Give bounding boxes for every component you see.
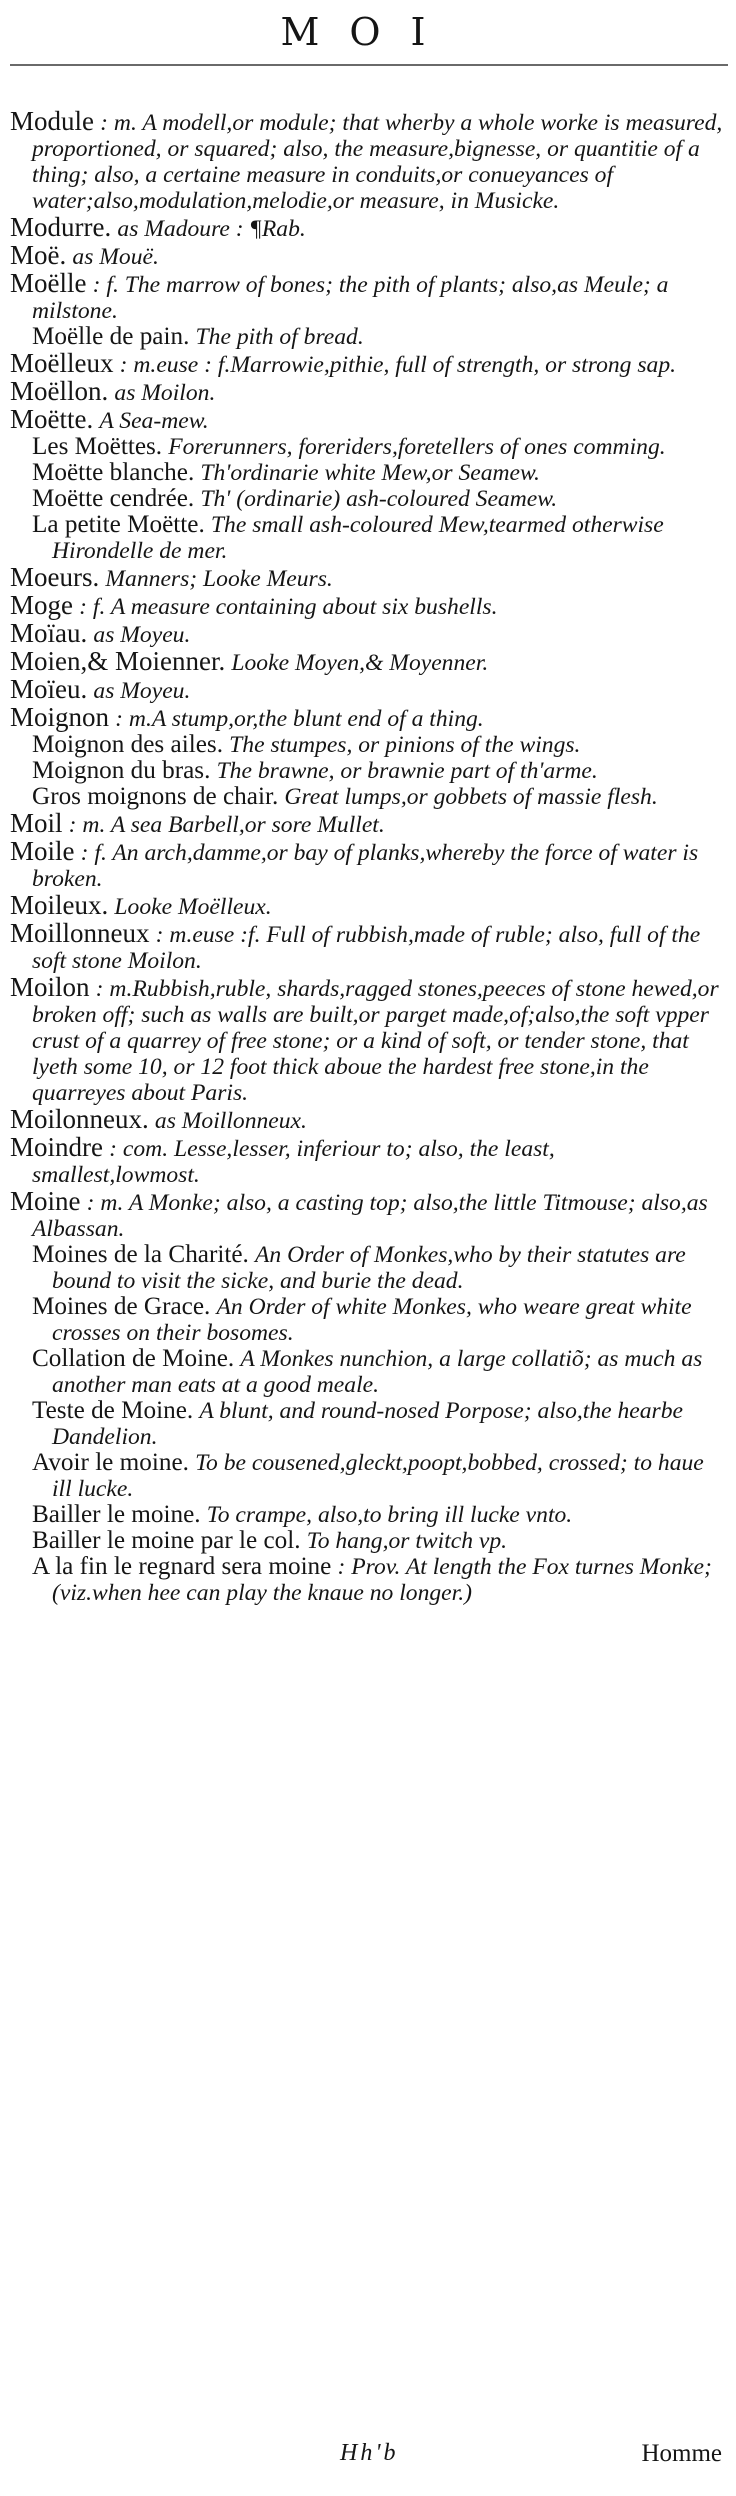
definition: : m.A stump,or,the blunt end of a thing. bbox=[115, 706, 484, 732]
dictionary-entry bbox=[10, 920, 728, 974]
headword: Moëtte. bbox=[10, 404, 94, 434]
sub-entry bbox=[10, 512, 728, 564]
definition: : com. Lesse,lesser, inferiour to; also, the least, smallest,lowmost. bbox=[32, 1136, 555, 1188]
definition: as Moyeu. bbox=[93, 678, 191, 704]
sub-entry bbox=[10, 1398, 728, 1450]
definition: An Order of white Monkes, who weare great white crosses on their bosomes. bbox=[52, 1294, 692, 1346]
dictionary-entry bbox=[10, 1106, 728, 1134]
definition: A Sea-mew. bbox=[99, 408, 209, 434]
headword: Bailler le moine. bbox=[32, 1501, 201, 1528]
definition: : m.euse : f.Marrowie,pithie, full of strength, or strong sap. bbox=[119, 352, 677, 378]
definition: The stumpes, or pinions of the wings. bbox=[229, 732, 581, 758]
dictionary-entry bbox=[10, 838, 728, 892]
sub-entry bbox=[10, 460, 728, 486]
dictionary-entry bbox=[10, 214, 728, 242]
definition: The pith of bread. bbox=[195, 324, 364, 350]
definition: A Monkes nunchion, a large collatiõ; as much as another man eats at a good meale. bbox=[52, 1346, 703, 1398]
headword: Moeurs. bbox=[10, 562, 100, 592]
headword: Moëlle de pain. bbox=[32, 323, 190, 350]
sub-entry bbox=[10, 1294, 728, 1346]
definition: Forerunners, foreriders,foretellers of ones comming. bbox=[168, 434, 666, 460]
headword: Moile bbox=[10, 836, 75, 866]
sub-entry bbox=[10, 1450, 728, 1502]
dictionary-entry bbox=[10, 592, 728, 620]
definition: as Moyeu. bbox=[93, 622, 191, 648]
headword: Moindre bbox=[10, 1132, 103, 1162]
headword: Modurre. bbox=[10, 212, 112, 242]
headword: Gros moignons de chair. bbox=[32, 783, 279, 810]
definition: : Prov. At length the Fox turnes Monke; (viz.when hee can play the knaue no longer.) bbox=[52, 1554, 712, 1606]
dictionary-entry bbox=[10, 810, 728, 838]
dictionary-entry bbox=[10, 350, 728, 378]
headword: Module bbox=[10, 106, 94, 136]
headword: Moilonneux. bbox=[10, 1104, 149, 1134]
definition: To be cousened,gleckt,poopt,bobbed, crossed; to haue ill lucke. bbox=[52, 1450, 704, 1502]
dictionary-entry bbox=[10, 1134, 728, 1188]
sub-entry bbox=[10, 324, 728, 350]
definition: : f. The marrow of bones; the pith of plants; also,as Meule; a milstone. bbox=[32, 272, 669, 324]
headword: Moileux. bbox=[10, 890, 109, 920]
definition: : f. An arch,damme,or bay of planks,whereby the force of water is broken. bbox=[32, 840, 699, 892]
headword: Moignon du bras. bbox=[32, 757, 211, 784]
headword: Collation de Moine. bbox=[32, 1345, 235, 1372]
definition: A blunt, and round-nosed Porpose; also,the hearbe Dandelion. bbox=[52, 1398, 684, 1450]
headword: Moëtte blanche. bbox=[32, 459, 195, 486]
definition: Manners; Looke Meurs. bbox=[105, 566, 333, 592]
dictionary-entry bbox=[10, 704, 728, 732]
dictionary-entry bbox=[10, 564, 728, 592]
headword: Bailler le moine par le col. bbox=[32, 1527, 301, 1554]
headword: Avoir le moine. bbox=[32, 1449, 189, 1476]
sub-entry bbox=[10, 1554, 728, 1606]
sub-entry bbox=[10, 1502, 728, 1528]
definition: Th'ordinarie white Mew,or Seamew. bbox=[200, 460, 540, 486]
definition: Great lumps,or gobbets of massie flesh. bbox=[284, 784, 658, 810]
headword: Moine bbox=[10, 1186, 81, 1216]
headword: Moien,& Moienner. bbox=[10, 646, 226, 676]
dictionary-entry bbox=[10, 378, 728, 406]
definition: : m. A sea Barbell,or sore Mullet. bbox=[68, 812, 385, 838]
dictionary-entry bbox=[10, 1188, 728, 1242]
headword: Moines de la Charité. bbox=[32, 1241, 249, 1268]
definition: as Madoure : ¶Rab. bbox=[117, 216, 306, 242]
definition: The small ash-coloured Mew,tearmed otherwise Hirondelle de mer. bbox=[52, 512, 664, 564]
signature-mark: Hh'b bbox=[340, 2440, 399, 2466]
headword: Moïeu. bbox=[10, 674, 88, 704]
dictionary-entry bbox=[10, 676, 728, 704]
definition: : m. A modell,or module; that wherby a whole worke is measured, proportioned, or squared; also, the measure,bignesse, or quantitie of a thing; also, a certaine measure in conduits,or conueyances of water;also,modulation,melodie,or measure, in Musicke. bbox=[32, 110, 723, 214]
headword: Teste de Moine. bbox=[32, 1397, 194, 1424]
headword: Moilon bbox=[10, 972, 90, 1002]
definition: To crampe, also,to bring ill lucke vnto. bbox=[206, 1502, 573, 1528]
headword: Moines de Grace. bbox=[32, 1293, 211, 1320]
definition: The brawne, or brawnie part of th'arme. bbox=[216, 758, 598, 784]
catchword: Homme bbox=[641, 2440, 722, 2467]
definition: : m. A Monke; also, a casting top; also,the little Titmouse; also,as Albassan. bbox=[32, 1190, 708, 1242]
definition: Looke Moyen,& Moyenner. bbox=[231, 650, 489, 676]
definition: An Order of Monkes,who by their statutes are bound to visit the sicke, and burie the dead. bbox=[52, 1242, 686, 1294]
headword: Moëllon. bbox=[10, 376, 109, 406]
header-rule bbox=[10, 64, 728, 66]
headword: Moge bbox=[10, 590, 73, 620]
definition: Th' (ordinarie) ash-coloured Seamew. bbox=[200, 486, 558, 512]
headword: Moïau. bbox=[10, 618, 88, 648]
dictionary-entry bbox=[10, 108, 728, 214]
definition: as Moilon. bbox=[114, 380, 216, 406]
sub-entry bbox=[10, 1242, 728, 1294]
definition: : f. A measure containing about six bushells. bbox=[79, 594, 498, 620]
headword: Moignon des ailes. bbox=[32, 731, 223, 758]
sub-entry bbox=[10, 1346, 728, 1398]
sub-entry bbox=[10, 434, 728, 460]
dictionary-entry bbox=[10, 892, 728, 920]
headword: Moëlleux bbox=[10, 348, 114, 378]
headword: Moëtte cendrée. bbox=[32, 485, 195, 512]
dictionary-entry bbox=[10, 620, 728, 648]
dictionary-entries bbox=[10, 108, 728, 1606]
definition: as Moillonneux. bbox=[154, 1108, 307, 1134]
headword: Les Moëttes. bbox=[32, 433, 163, 460]
definition: : m.euse :f. Full of rubbish,made of ruble; also, full of the soft stone Moilon. bbox=[32, 922, 701, 974]
headword: A la fin le regnard sera moine bbox=[32, 1553, 332, 1580]
headword: Moillonneux bbox=[10, 918, 150, 948]
sub-entry bbox=[10, 1528, 728, 1554]
dictionary-entry bbox=[10, 648, 728, 676]
dictionary-entry bbox=[10, 406, 728, 434]
sub-entry bbox=[10, 486, 728, 512]
headword: Moë. bbox=[10, 240, 67, 270]
dictionary-entry bbox=[10, 974, 728, 1106]
dictionary-entry bbox=[10, 242, 728, 270]
definition: as Mouë. bbox=[72, 244, 159, 270]
headword: La petite Moëtte. bbox=[32, 511, 205, 538]
headword: Moignon bbox=[10, 702, 110, 732]
definition: : m.Rubbish,ruble, shards,ragged stones,peeces of stone hewed,or broken off; such as walls are built,or parget made,of;also,the soft vpper crust of a quarrey of free stone; or a kind of soft, or tender stone, that lyeth some 10, or 12 foot thick aboue the hardest free stone,in the quarreyes about Paris. bbox=[32, 976, 719, 1106]
dictionary-entry bbox=[10, 270, 728, 324]
page-header: MOI bbox=[280, 10, 456, 54]
headword: Moëlle bbox=[10, 268, 87, 298]
sub-entry bbox=[10, 758, 728, 784]
headword: Moil bbox=[10, 808, 63, 838]
definition: Looke Moëlleux. bbox=[114, 894, 272, 920]
sub-entry bbox=[10, 784, 728, 810]
sub-entry bbox=[10, 732, 728, 758]
definition: To hang,or twitch vp. bbox=[306, 1528, 508, 1554]
